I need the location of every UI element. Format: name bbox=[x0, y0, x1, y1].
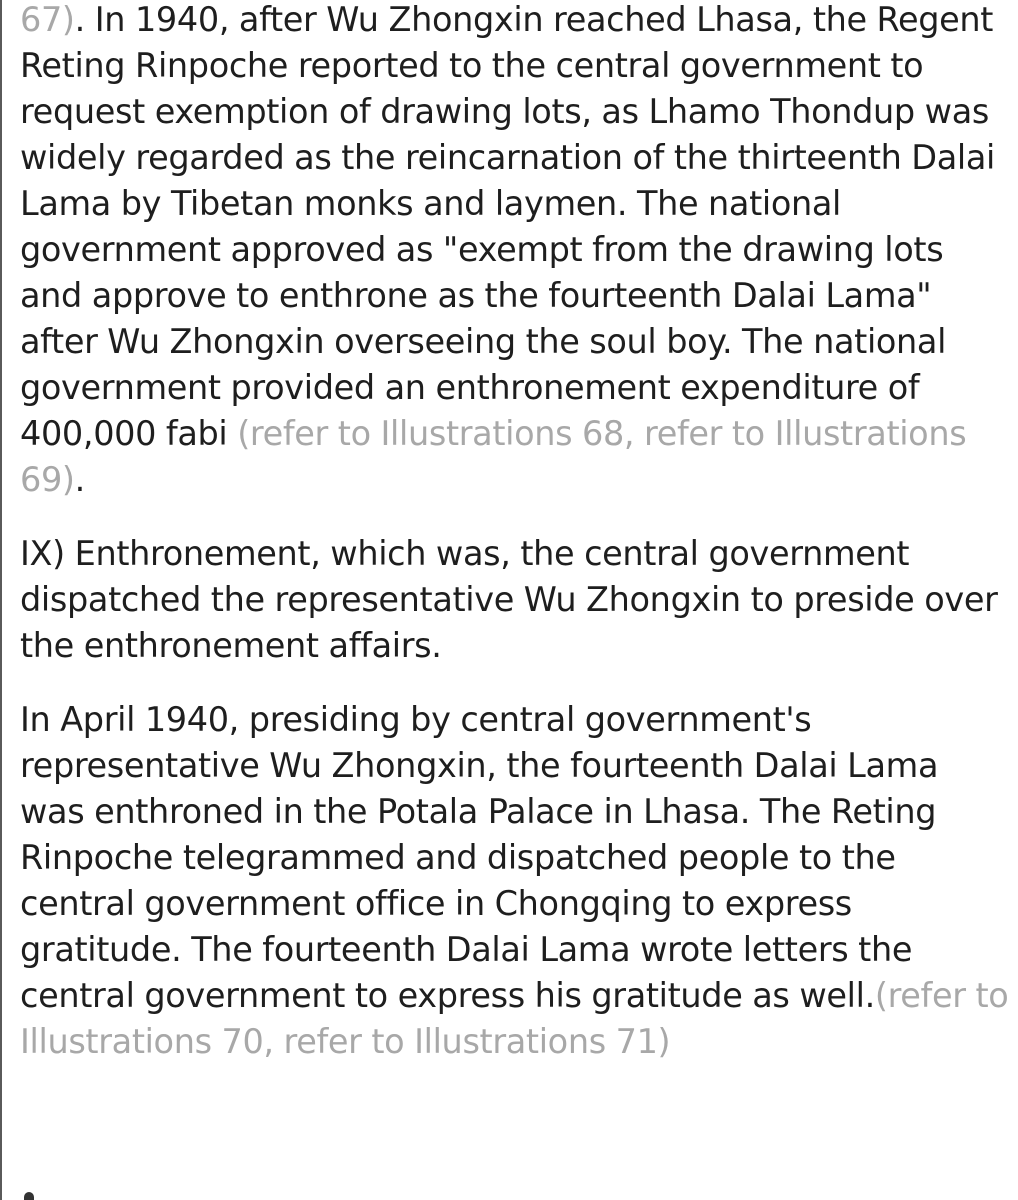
paragraph-recognition bbox=[20, 0, 1010, 503]
document-body bbox=[20, 0, 1010, 1065]
left-margin-rule bbox=[0, 0, 2, 1200]
body-text: . In 1940, after Wu Zhongxin reached Lhasa, the Regent Reting Rinpoche reported to the central government to request exemption of drawing lots, as Lhamo Thondup was widely regarded as the reincarnation of the thirteenth Dalai Lama by Tibetan monks and laymen. The national government approved as "exempt from the drawing lots and approve to enthrone as the fourteenth Dalai Lama" after Wu Zhongxin overseeing the soul boy. The national government provided an enthronement expenditure of 400,000 fabi bbox=[20, 0, 996, 453]
cut-off-next-line bbox=[24, 1192, 34, 1200]
illustration-reference[interactable]: (refer to Illustrations 70, refer to Illustrations 71) bbox=[20, 976, 1009, 1061]
body-text: In April 1940, presiding by central government's representative Wu Zhongxin, the fourteenth Dalai Lama was enthroned in the Potala Palace in Lhasa. The Reting Rinpoche telegrammed and dispatched people to the central government office in Chongqing to express gratitude. The fourteenth Dalai Lama wrote letters the central government to express his gratitude as well. bbox=[20, 700, 939, 1015]
body-text: . bbox=[74, 460, 85, 499]
illustration-reference[interactable]: (refer to Illustrations 68, refer to Illustrations 69) bbox=[20, 414, 967, 499]
body-text: IX) Enthronement, which was, the central government dispatched the representative Wu Zhongxin to preside over the enthronement affairs. bbox=[20, 534, 998, 665]
illustration-reference[interactable]: 67) bbox=[20, 0, 75, 39]
paragraph-enthronement-heading bbox=[20, 531, 1010, 669]
paragraph-enthronement-ceremony bbox=[20, 697, 1010, 1065]
